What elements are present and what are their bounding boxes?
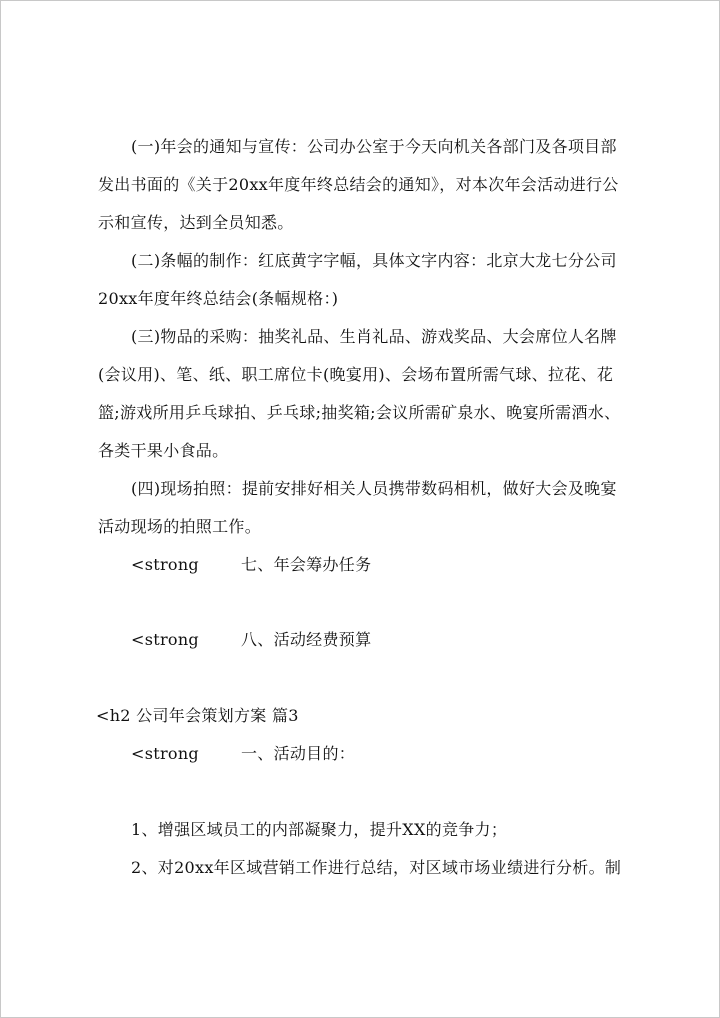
- strong-tag-text: <strong: [131, 630, 199, 649]
- paragraph-4-line-1: (四)现场拍照：提前安排好相关人员携带数码相机，做好大会及晚宴: [131, 479, 617, 498]
- paragraph-2-line-2: 20xx年度年终总结会(条幅规格：): [98, 289, 339, 308]
- section-8-heading: [131, 630, 371, 650]
- paragraph-2-line-1: (二)条幅的制作：红底黄字字幅，具体文字内容：北京大龙七分公司: [131, 251, 617, 270]
- paragraph-3-line-2: (会议用)、笔、纸、职工席位卡(晚宴用)、会场布置所需气球、拉花、花: [98, 365, 614, 384]
- strong-tag-text: <strong: [131, 555, 199, 574]
- list-item-1: 1、增强区域员工的内部凝聚力，提升XX的竞争力；: [131, 820, 508, 839]
- paragraph-3-line-1: (三)物品的采购：抽奖礼品、生肖礼品、游戏奖品、大会席位人名牌: [131, 327, 617, 346]
- paragraph-4-line-2: 活动现场的拍照工作。: [98, 517, 262, 536]
- section-8-title: 八、活动经费预算: [240, 630, 372, 649]
- paragraph-1-line-2: 发出书面的《关于20xx年度年终总结会的通知》，对本次年会活动进行公: [98, 175, 619, 194]
- section-7-heading: [131, 555, 371, 575]
- paragraph-1-line-3: 示和宣传，达到全员知悉。: [98, 213, 294, 232]
- strong-tag-text: <strong: [131, 744, 199, 763]
- section-1-heading: [131, 744, 355, 764]
- section-1-title: 一、活动目的：: [240, 744, 356, 763]
- h2-heading: <h2 公司年会策划方案 篇3: [96, 706, 299, 725]
- section-7-title: 七、年会筹办任务: [240, 555, 372, 574]
- paragraph-3-line-3: 篮;游戏所用乒乓球拍、乒乓球;抽奖箱;会议所需矿泉水、晚宴所需酒水、: [98, 403, 621, 422]
- list-item-2: 2、对20xx年区域营销工作进行总结，对区域市场业绩进行分析。制: [131, 858, 622, 877]
- paragraph-3-line-4: 各类干果小食品。: [98, 441, 229, 460]
- paragraph-1-line-1: (一)年会的通知与宣传：公司办公室于今天向机关各部门及各项目部: [131, 137, 617, 156]
